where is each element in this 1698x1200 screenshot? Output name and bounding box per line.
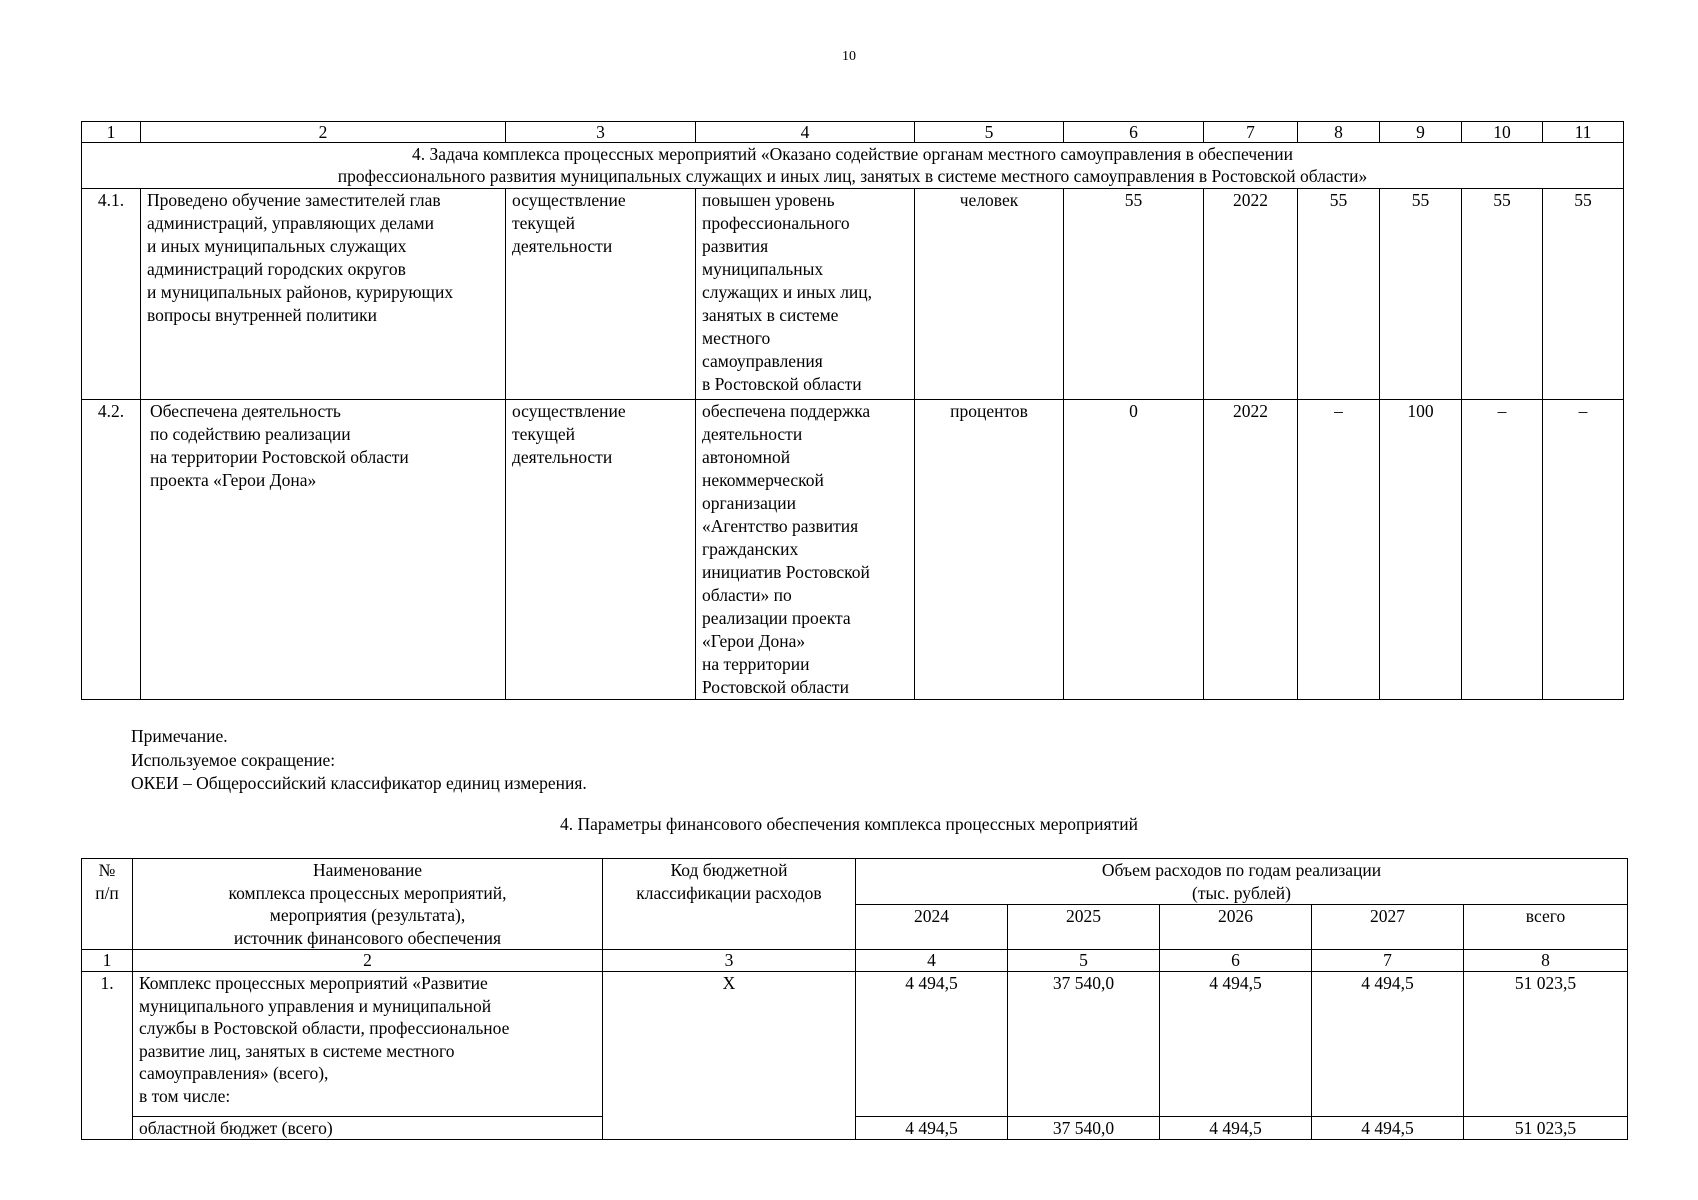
column-number: 6 (1160, 950, 1312, 972)
value: 55 (1298, 189, 1380, 400)
note-line: ОКЕИ – Общероссийский классификатор единиц измерения. (131, 773, 587, 793)
indicator-name: Проведено обучение заместителей глав администраций, управляющих делами и иных муниципальных служащих администраций городских округов и муниципальных районов, курирующих вопросы внутренней политики (141, 189, 506, 400)
page-number: 10 (842, 49, 856, 64)
header-name: Наименование комплекса процессных мероприятий, мероприятия (результата), источник финансового обеспечения (133, 859, 603, 950)
column-number: 4 (696, 122, 915, 143)
header-num: № п/п (82, 859, 133, 950)
header-year: 2026 (1160, 905, 1312, 950)
column-number: 7 (1204, 122, 1298, 143)
column-number: 8 (1464, 950, 1628, 972)
header-total: всего (1464, 905, 1628, 950)
column-number: 2 (141, 122, 506, 143)
unit: процентов (915, 400, 1064, 700)
column-number: 5 (915, 122, 1064, 143)
column-number: 5 (1008, 950, 1160, 972)
header-year: 2025 (1008, 905, 1160, 950)
column-number: 11 (1543, 122, 1624, 143)
note-line: Примечание. (131, 726, 228, 746)
total-cell: 51 023,5 (1464, 1117, 1628, 1140)
note-line: Используемое сокращение: (131, 749, 336, 770)
value: 55 (1462, 189, 1543, 400)
table-row (82, 400, 1624, 700)
column-number: 3 (506, 122, 696, 143)
column-number: 6 (1064, 122, 1204, 143)
task-title: 4. Задача комплекса процессных мероприятий «Оказано содействие органам местного самоуправления в обеспечении профессионального развития муниципальных служащих и иных лиц, занятых в системе местного самоуправления в Ростовской области» (82, 143, 1624, 189)
base-value: 55 (1064, 189, 1204, 400)
indicator-name: Обеспечена деятельность по содействию реализации на территории Ростовской области проекта «Герои Дона» (141, 400, 506, 700)
unit: человек (915, 189, 1064, 400)
header-year: 2024 (856, 905, 1008, 950)
indicator-characteristic: повышен уровень профессионального развития муниципальных служащих и иных лиц, занятых в системе местного самоуправления в Ростовской области (696, 189, 915, 400)
value: – (1543, 400, 1624, 700)
row-code: Х (603, 972, 856, 1140)
table-row (82, 189, 1624, 400)
value-cell: 4 494,5 (856, 1117, 1008, 1140)
row-number: 4.2. (82, 400, 141, 700)
value: 100 (1380, 400, 1462, 700)
task-row (82, 143, 1624, 189)
column-number: 8 (1298, 122, 1380, 143)
indicator-type: осуществление текущей деятельности (506, 189, 696, 400)
row-name: областной бюджет (всего) (133, 1117, 603, 1140)
value-cell: 4 494,5 (1312, 972, 1464, 1117)
column-number-row (82, 122, 1624, 143)
value-cell: 4 494,5 (1160, 1117, 1312, 1140)
column-number: 9 (1380, 122, 1462, 143)
row-number: 1. (82, 972, 133, 1140)
row-number: 4.1. (82, 189, 141, 400)
value-cell: 4 494,5 (1160, 972, 1312, 1117)
value-cell: 4 494,5 (856, 972, 1008, 1117)
base-value: 0 (1064, 400, 1204, 700)
base-year: 2022 (1204, 400, 1298, 700)
column-number: 3 (603, 950, 856, 972)
header-year: 2027 (1312, 905, 1464, 950)
header-volume: Объем расходов по годам реализации (тыс. рублей) (856, 859, 1628, 905)
value-cell: 37 540,0 (1008, 972, 1160, 1117)
indicators-table (81, 121, 1624, 700)
value: 55 (1380, 189, 1462, 400)
column-number-row (82, 950, 1628, 972)
finance-table (81, 858, 1628, 1140)
column-number: 2 (133, 950, 603, 972)
value: – (1462, 400, 1543, 700)
value-cell: 37 540,0 (1008, 1117, 1160, 1140)
indicator-type: осуществление текущей деятельности (506, 400, 696, 700)
section-title: 4. Параметры финансового обеспечения комплекса процессных мероприятий (560, 814, 1138, 834)
column-number: 4 (856, 950, 1008, 972)
value: – (1298, 400, 1380, 700)
value-cell: 4 494,5 (1312, 1117, 1464, 1140)
column-number: 10 (1462, 122, 1543, 143)
value: 55 (1543, 189, 1624, 400)
indicator-characteristic: обеспечена поддержка деятельности автономной некоммерческой организации «Агентство развития гражданских инициатив Ростовской области» по реализации проекта «Герои Дона» на территории Ростовской области (696, 400, 915, 700)
header-code: Код бюджетной классификации расходов (603, 859, 856, 950)
column-number: 7 (1312, 950, 1464, 972)
column-number: 1 (82, 122, 141, 143)
column-number: 1 (82, 950, 133, 972)
notes (131, 725, 587, 796)
base-year: 2022 (1204, 189, 1298, 400)
total-cell: 51 023,5 (1464, 972, 1628, 1117)
header-row (82, 859, 1628, 905)
table-row (82, 972, 1628, 1117)
row-name: Комплекс процессных мероприятий «Развитие муниципального управления и муниципальной службы в Ростовской области, профессиональное развитие лиц, занятых в системе местного самоуправления» (всего), в том числе: (133, 972, 603, 1117)
